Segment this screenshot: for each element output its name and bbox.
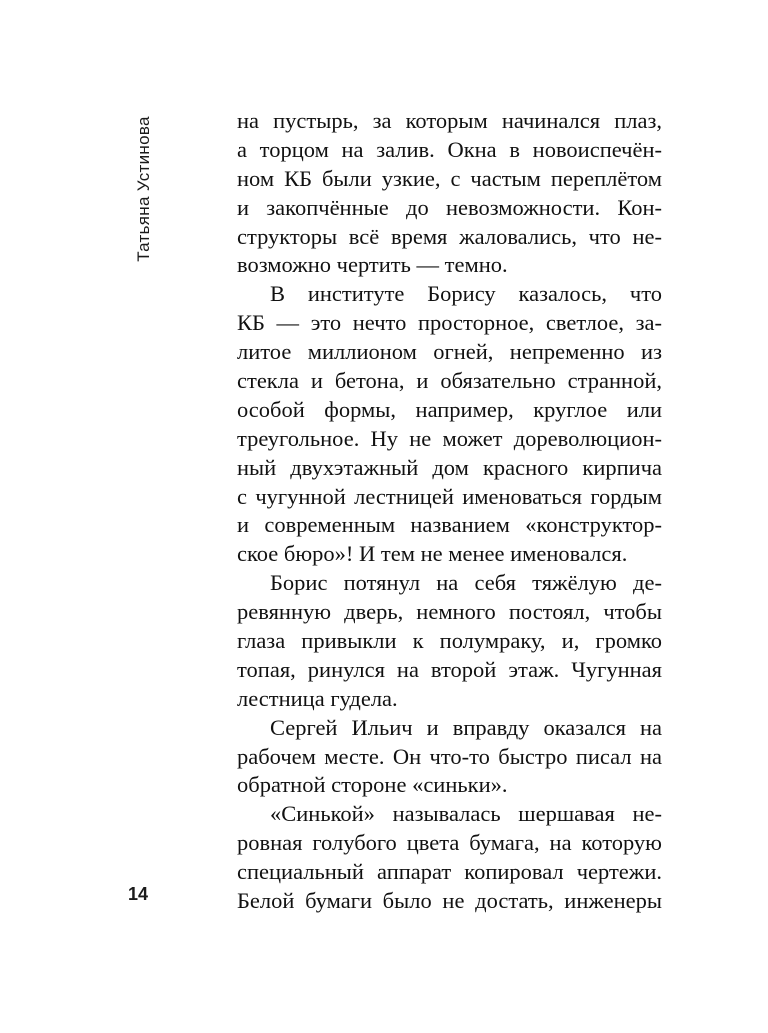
text-line: глаза привыкли к полумраку, и, громко bbox=[237, 628, 662, 654]
text-line: лестница гудела. bbox=[237, 685, 398, 711]
text-line: рабочем месте. Он что-то быстро писал на bbox=[237, 743, 662, 769]
text-line: а торцом на залив. Окна в новоиспечён- bbox=[237, 136, 662, 162]
text-line: Сергей Ильич и вправду оказался на bbox=[270, 714, 662, 740]
text-line: и современным названием «конструктор- bbox=[237, 512, 662, 538]
body-text bbox=[237, 107, 662, 916]
text-line: В институте Борису казалось, что bbox=[270, 281, 662, 307]
text-line: треугольное. Ну не может дореволюцион- bbox=[237, 425, 662, 451]
text-line: стекла и бетона, и обязательно странной, bbox=[237, 368, 662, 394]
text-line: ревянную дверь, немного постоял, чтобы bbox=[237, 599, 662, 625]
text-line: специальный аппарат копировал чертежи. bbox=[237, 859, 662, 885]
text-line: и закопчённые до невозможности. Кон- bbox=[237, 194, 662, 220]
page-number: 14 bbox=[128, 884, 149, 904]
running-head: Татьяна Устинова bbox=[134, 116, 153, 262]
text-line: Борис потянул на себя тяжёлую де- bbox=[270, 570, 662, 596]
text-line: литое миллионом огней, непременно из bbox=[237, 339, 662, 365]
text-line: на пустырь, за которым начинался плаз, bbox=[237, 108, 662, 133]
text-line: «Синькой» называлась шершавая не- bbox=[270, 801, 662, 827]
text-line: с чугунной лестницей именоваться гордым bbox=[237, 483, 662, 509]
text-line: ровная голубого цвета бумага, на которую bbox=[237, 830, 662, 856]
text-line: возможно чертить — темно. bbox=[237, 252, 508, 278]
text-line: топая, ринулся на второй этаж. Чугунная bbox=[237, 656, 662, 682]
text-line: ный двухэтажный дом красного кирпича bbox=[237, 454, 662, 480]
text-line: ном КБ были узкие, с частым переплётом bbox=[237, 165, 662, 191]
text-line: структоры всё время жаловались, что не- bbox=[237, 223, 662, 249]
text-line: обратной стороне «синьки». bbox=[237, 772, 508, 798]
text-line: КБ — это нечто просторное, светлое, за- bbox=[237, 310, 662, 336]
text-line: ское бюро»! И тем не менее именовался. bbox=[237, 541, 628, 567]
text-line: Белой бумаги было не достать, инженеры bbox=[237, 888, 662, 914]
text-line: особой формы, например, круглое или bbox=[237, 396, 662, 422]
